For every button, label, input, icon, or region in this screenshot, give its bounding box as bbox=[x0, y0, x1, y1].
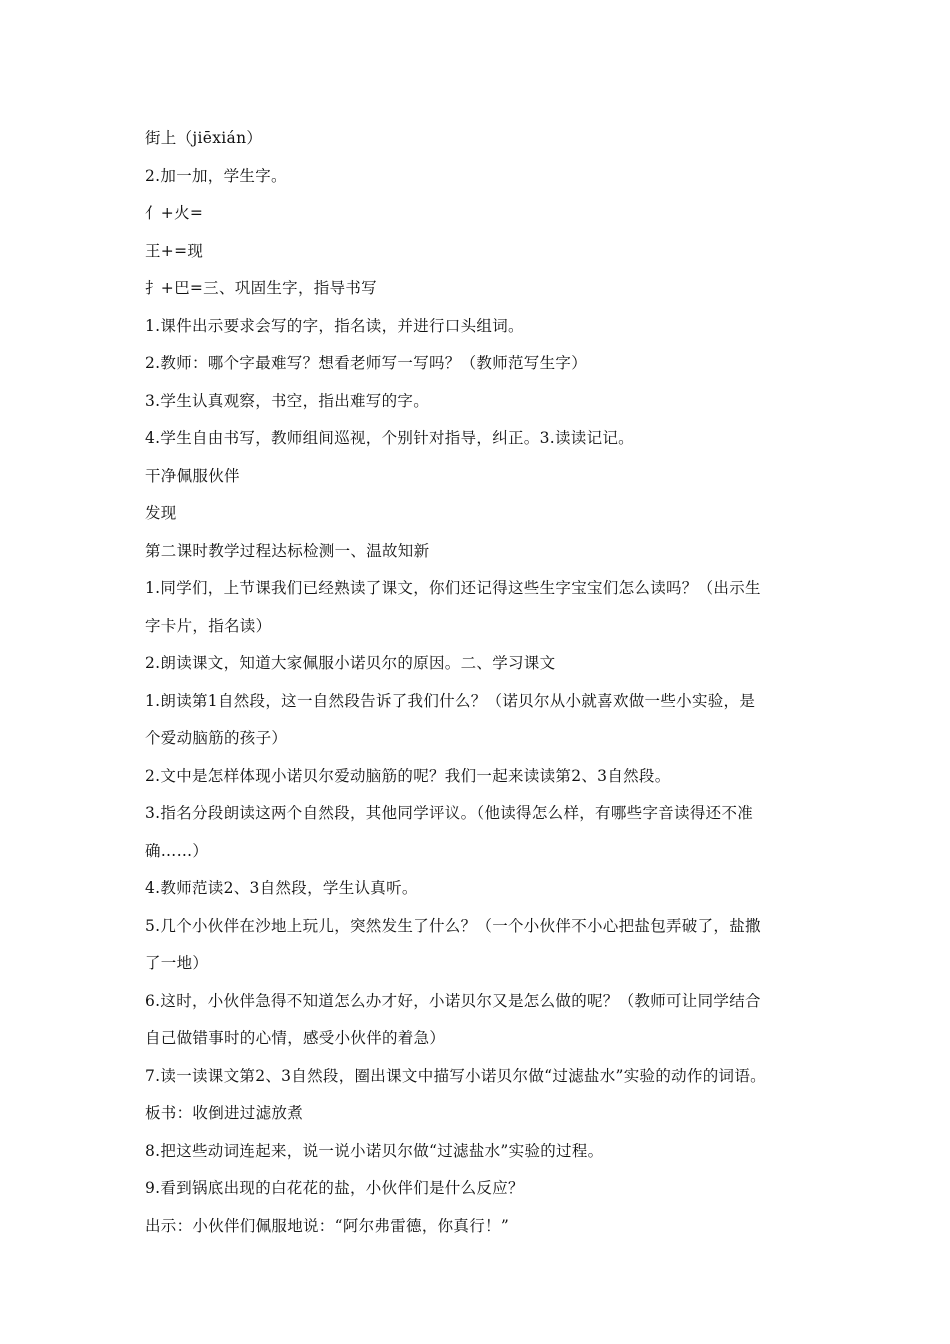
text-line: 1.朗读第1自然段，这一自然段告诉了我们什么？（诺贝尔从小就喜欢做一些小实验，是 bbox=[145, 691, 756, 710]
text-line: 1.课件出示要求会写的字，指名读，并进行口头组词。 bbox=[145, 316, 524, 335]
text-line: 了一地） bbox=[145, 954, 209, 972]
text-line: 4.教师范读2、3自然段，学生认真听。 bbox=[145, 879, 418, 897]
text-line: 4.学生自由书写，教师组间巡视，个别针对指导，纠正。3.读读记记。 bbox=[145, 429, 634, 447]
text-line: 2.教师：哪个字最难写？想看老师写一写吗？（教师范写生字） bbox=[145, 354, 587, 372]
text-line: 2.朗读课文，知道大家佩服小诺贝尔的原因。二、学习课文 bbox=[145, 654, 556, 672]
text-line: 亻+火= bbox=[145, 204, 204, 222]
text-line: 扌+巴=三、巩固生字，指导书写 bbox=[145, 279, 377, 297]
text-line: 王+=现 bbox=[145, 241, 204, 260]
text-line: 出示：小伙伴们佩服地说：“阿尔弗雷德，你真行！” bbox=[145, 1216, 510, 1235]
text-line: 3.学生认真观察，书空，指出难写的字。 bbox=[145, 391, 429, 410]
text-line: 发现 bbox=[145, 504, 177, 522]
text-line: 3.指名分段朗读这两个自然段，其他同学评议。（他读得怎么样，有哪些字音读得还不准 bbox=[145, 804, 754, 822]
text-line: 街上（jiēxián） bbox=[145, 129, 263, 147]
text-line: 7.读一读课文第2、3自然段，圈出课文中描写小诺贝尔做“过滤盐水”实验的动作的词语。 bbox=[145, 1066, 766, 1085]
text-line: 9.看到锅底出现的白花花的盐，小伙伴们是什么反应？ bbox=[145, 1179, 524, 1197]
text-line: 2.文中是怎样体现小诺贝尔爱动脑筋的呢？我们一起来读读第2、3自然段。 bbox=[145, 766, 671, 785]
text-line: 字卡片，指名读） bbox=[145, 616, 272, 635]
text-line: 6.这时，小伙伴急得不知道怎么办才好，小诺贝尔又是怎么做的呢？（教师可让同学结合 bbox=[145, 991, 761, 1010]
text-line: 8.把这些动词连起来，说一说小诺贝尔做“过滤盐水”实验的过程。 bbox=[145, 1141, 604, 1160]
document-body bbox=[145, 120, 825, 1245]
text-line: 1.同学们，上节课我们已经熟读了课文，你们还记得这些生字宝宝们怎么读吗？（出示生 bbox=[145, 579, 761, 597]
blackboard-note: 板书：收倒进过滤放煮 bbox=[145, 1104, 304, 1122]
section-heading: 第二课时教学过程达标检测一、温故知新 bbox=[145, 541, 430, 560]
text-line: 自己做错事时的心情，感受小伙伴的着急） bbox=[145, 1029, 446, 1047]
text-line: 确……） bbox=[145, 841, 209, 860]
text-line: 5.几个小伙伴在沙地上玩儿，突然发生了什么？（一个小伙伴不小心把盐包弄破了，盐撒 bbox=[145, 916, 761, 935]
text-line: 干净佩服伙伴 bbox=[145, 466, 240, 485]
text-line: 2.加一加，学生字。 bbox=[145, 166, 287, 185]
text-line: 个爱动脑筋的孩子） bbox=[145, 729, 288, 747]
